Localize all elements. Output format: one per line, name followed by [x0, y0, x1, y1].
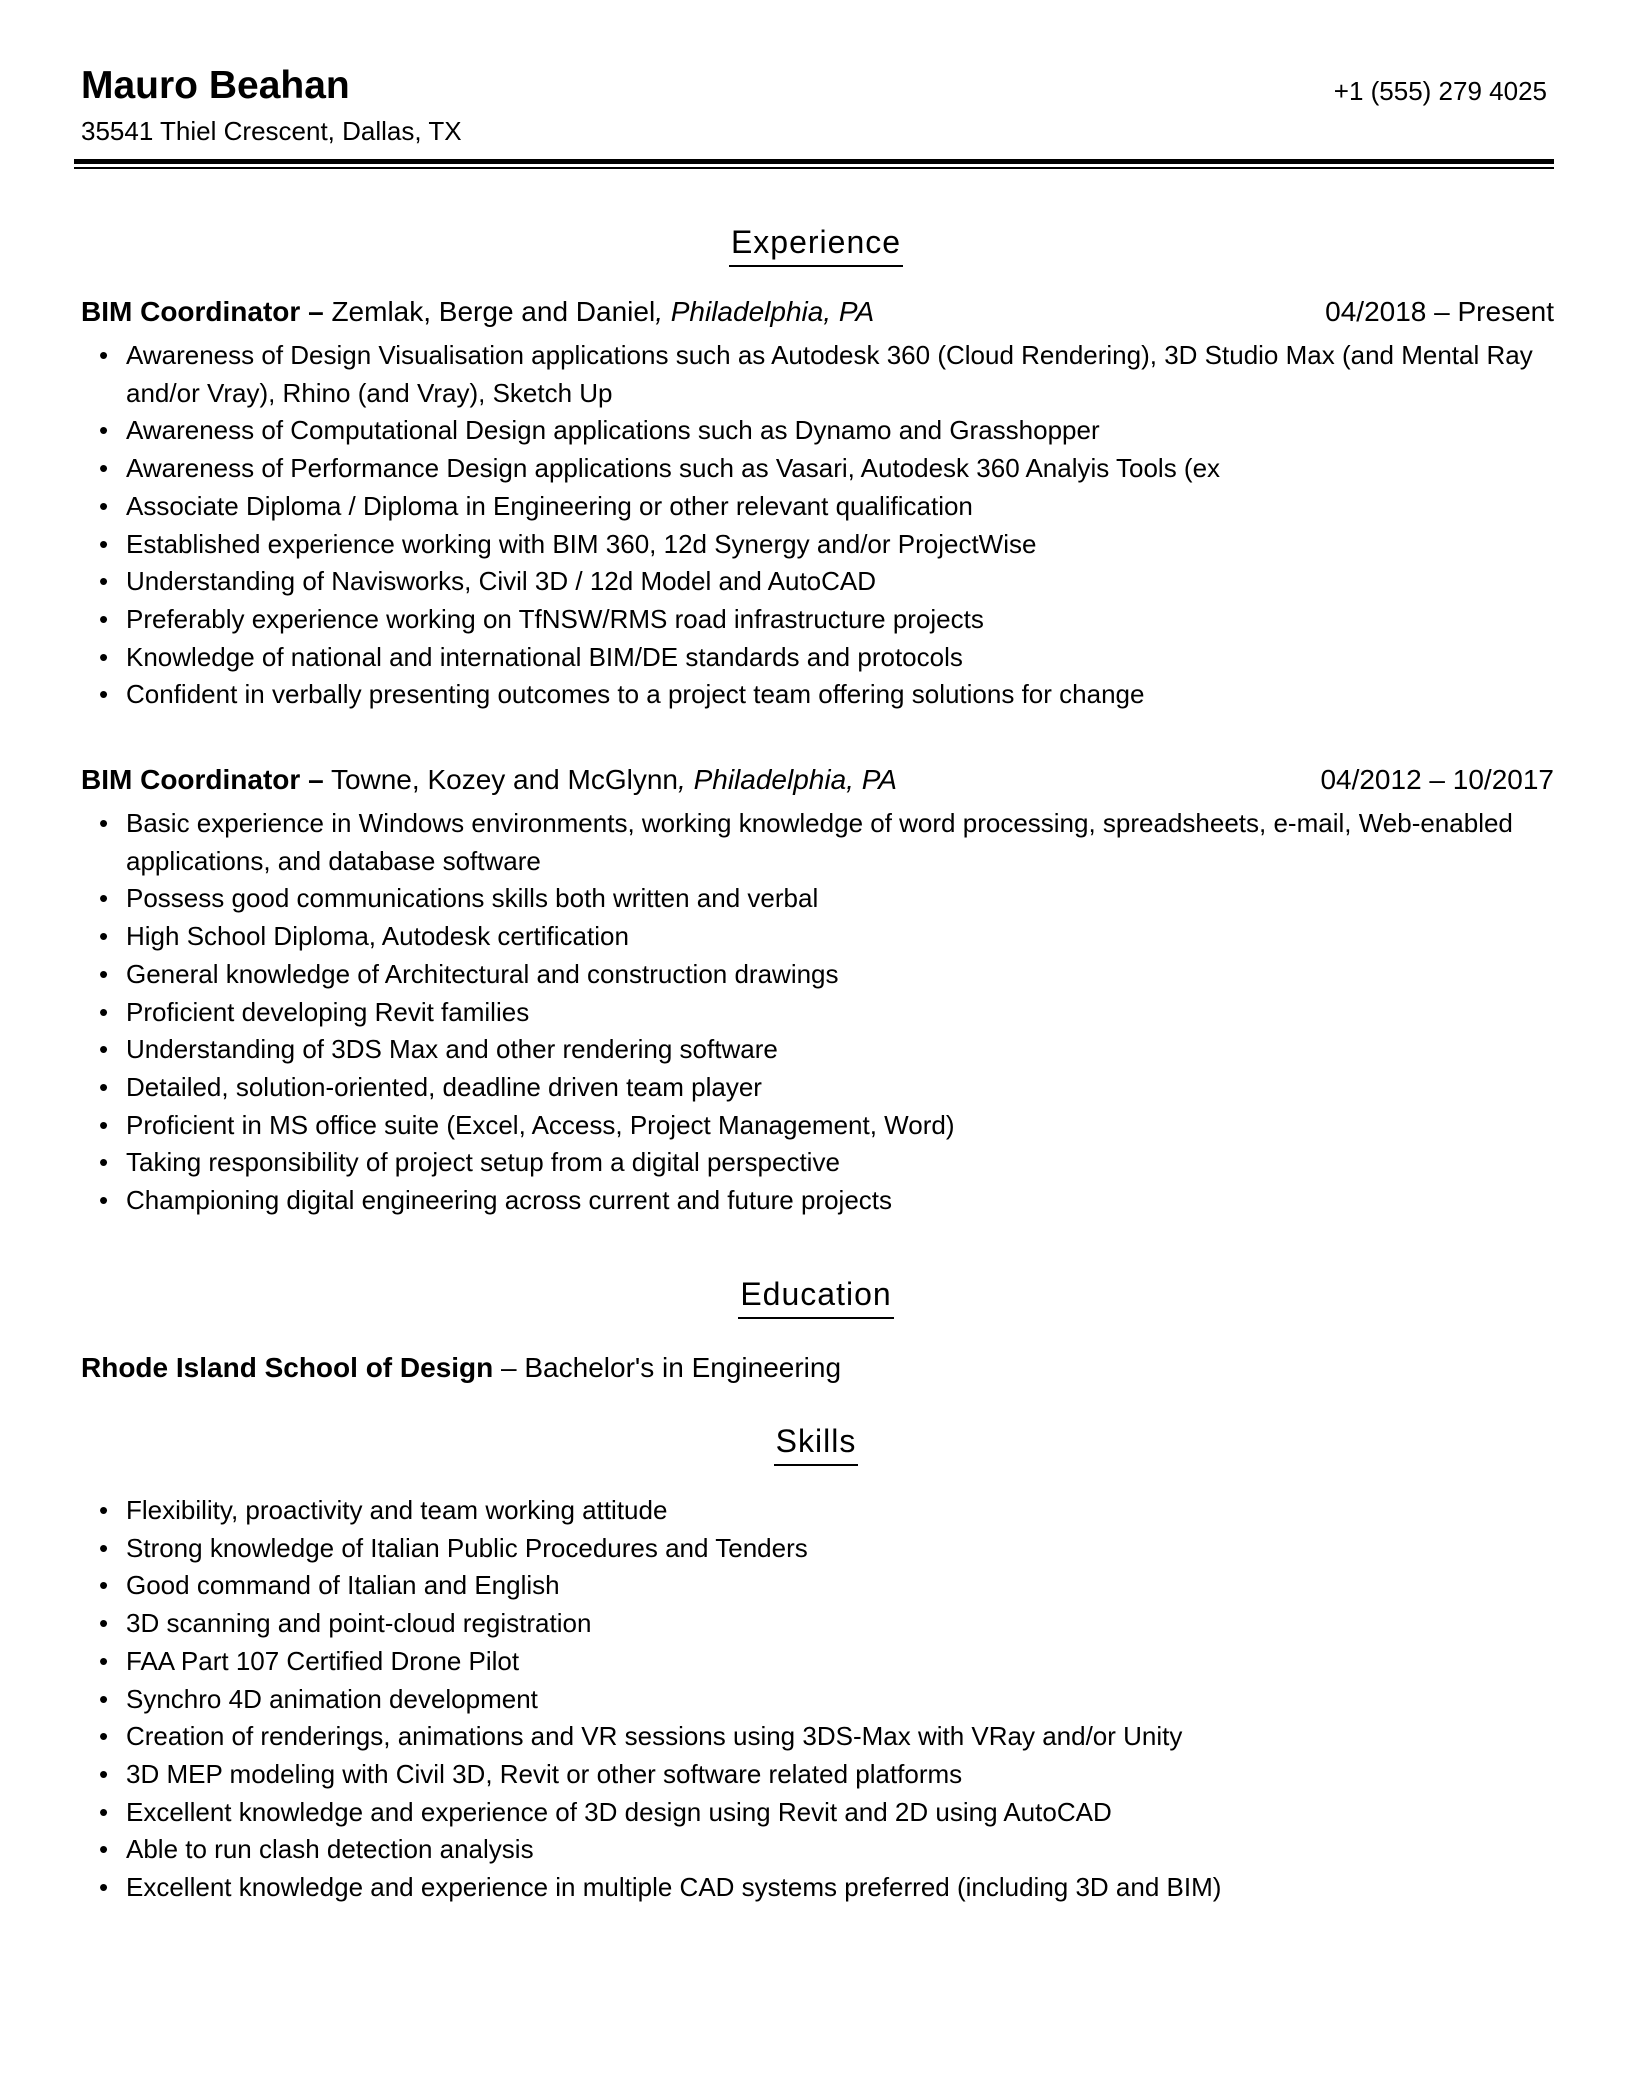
education-heading [0, 1274, 1632, 1319]
skill-item: • Strong knowledge of Italian Public Procedures and Tenders [81, 1530, 1556, 1568]
degree: – Bachelor's in Engineering [493, 1352, 842, 1383]
job-bullet: • Awareness of Performance Design applications such as Vasari, Autodesk 360 Analyis Tools (ex [81, 450, 1556, 488]
job-bullet: • Preferably experience working on TfNSW/RMS road infrastructure projects [81, 601, 1556, 639]
job-bullet-list [81, 337, 1556, 714]
skill-item: • 3D MEP modeling with Civil 3D, Revit or other software related platforms [81, 1756, 1556, 1794]
job-bullet: • Awareness of Computational Design applications such as Dynamo and Grasshopper [81, 412, 1556, 450]
job-dates: 04/2018 – Present [1325, 296, 1554, 327]
job-bullet: • Understanding of 3DS Max and other rendering software [81, 1031, 1556, 1069]
job-bullet: • Detailed, solution-oriented, deadline driven team player [81, 1069, 1556, 1107]
job-header [81, 760, 1554, 800]
skills-list [81, 1492, 1556, 1907]
skills-heading [0, 1421, 1632, 1466]
job-bullet: • Possess good communications skills both written and verbal [81, 880, 1556, 918]
education-heading-text: Education [738, 1274, 893, 1319]
job-bullet: • Associate Diploma / Diploma in Engineering or other relevant qualification [81, 488, 1556, 526]
job-title-line [81, 292, 874, 332]
job-company: Towne, Kozey and McGlynn [323, 764, 679, 795]
job-bullet: • Understanding of Navisworks, Civil 3D / 12d Model and AutoCAD [81, 563, 1556, 601]
school-name: Rhode Island School of Design [81, 1352, 494, 1383]
skill-item: • Excellent knowledge and experience of 3D design using Revit and 2D using AutoCAD [81, 1794, 1556, 1832]
job-company: Zemlak, Berge and Daniel [323, 296, 656, 327]
skills-heading-text: Skills [774, 1421, 859, 1466]
job-bullet: • Confident in verbally presenting outcomes to a project team offering solutions for change [81, 676, 1556, 714]
skill-item: • Creation of renderings, animations and VR sessions using 3DS-Max with VRay and/or Unity [81, 1718, 1556, 1756]
job-bullet-list [81, 805, 1556, 1220]
job-location: , Philadelphia, PA [678, 764, 897, 795]
job-role: BIM Coordinator – [81, 296, 324, 327]
education-entry [81, 1348, 841, 1388]
job-bullet: • Taking responsibility of project setup from a digital perspective [81, 1144, 1556, 1182]
experience-heading-text: Experience [729, 222, 903, 267]
resume-header [81, 60, 1554, 170]
job-bullet: • Championing digital engineering across current and future projects [81, 1182, 1556, 1220]
job-bullet: • Basic experience in Windows environments, working knowledge of word processing, spreadsheets, e-mail, Web-enabled applications, and database software [81, 805, 1556, 880]
job-bullet: • Established experience working with BIM 360, 12d Synergy and/or ProjectWise [81, 526, 1556, 564]
skill-item: • Synchro 4D animation development [81, 1681, 1556, 1719]
candidate-address: 35541 Thiel Crescent, Dallas, TX [81, 116, 462, 146]
job-bullet: • Proficient in MS office suite (Excel, Access, Project Management, Word) [81, 1107, 1556, 1145]
job-dates: 04/2012 – 10/2017 [1320, 764, 1554, 795]
skill-item: • FAA Part 107 Certified Drone Pilot [81, 1643, 1556, 1681]
candidate-phone: +1 (555) 279 4025 [1333, 76, 1547, 106]
skill-item: • Able to run clash detection analysis [81, 1831, 1556, 1869]
skill-item: • Good command of Italian and English [81, 1567, 1556, 1605]
header-divider-thick [74, 159, 1554, 164]
job-location: , Philadelphia, PA [655, 296, 875, 327]
job-bullet: • High School Diploma, Autodesk certification [81, 918, 1556, 956]
skill-item: • Flexibility, proactivity and team working attitude [81, 1492, 1556, 1530]
skill-item: • Excellent knowledge and experience in multiple CAD systems preferred (including 3D and BIM) [81, 1869, 1556, 1907]
job-bullet: • General knowledge of Architectural and construction drawings [81, 956, 1556, 994]
header-divider-thin [74, 167, 1554, 169]
job-bullet: • Proficient developing Revit families [81, 994, 1556, 1032]
job-bullet: • Knowledge of national and international BIM/DE standards and protocols [81, 639, 1556, 677]
job-bullet: • Awareness of Design Visualisation applications such as Autodesk 360 (Cloud Rendering), 3D Studio Max (and Mental Ray and/or Vray), Rhino (and Vray), Sketch Up [81, 337, 1556, 412]
experience-heading [0, 222, 1632, 267]
job-title-line [81, 760, 897, 800]
candidate-name: Mauro Beahan [81, 64, 350, 107]
job-role: BIM Coordinator – [81, 764, 324, 795]
skill-item: • 3D scanning and point-cloud registration [81, 1605, 1556, 1643]
job-header [81, 292, 1554, 332]
